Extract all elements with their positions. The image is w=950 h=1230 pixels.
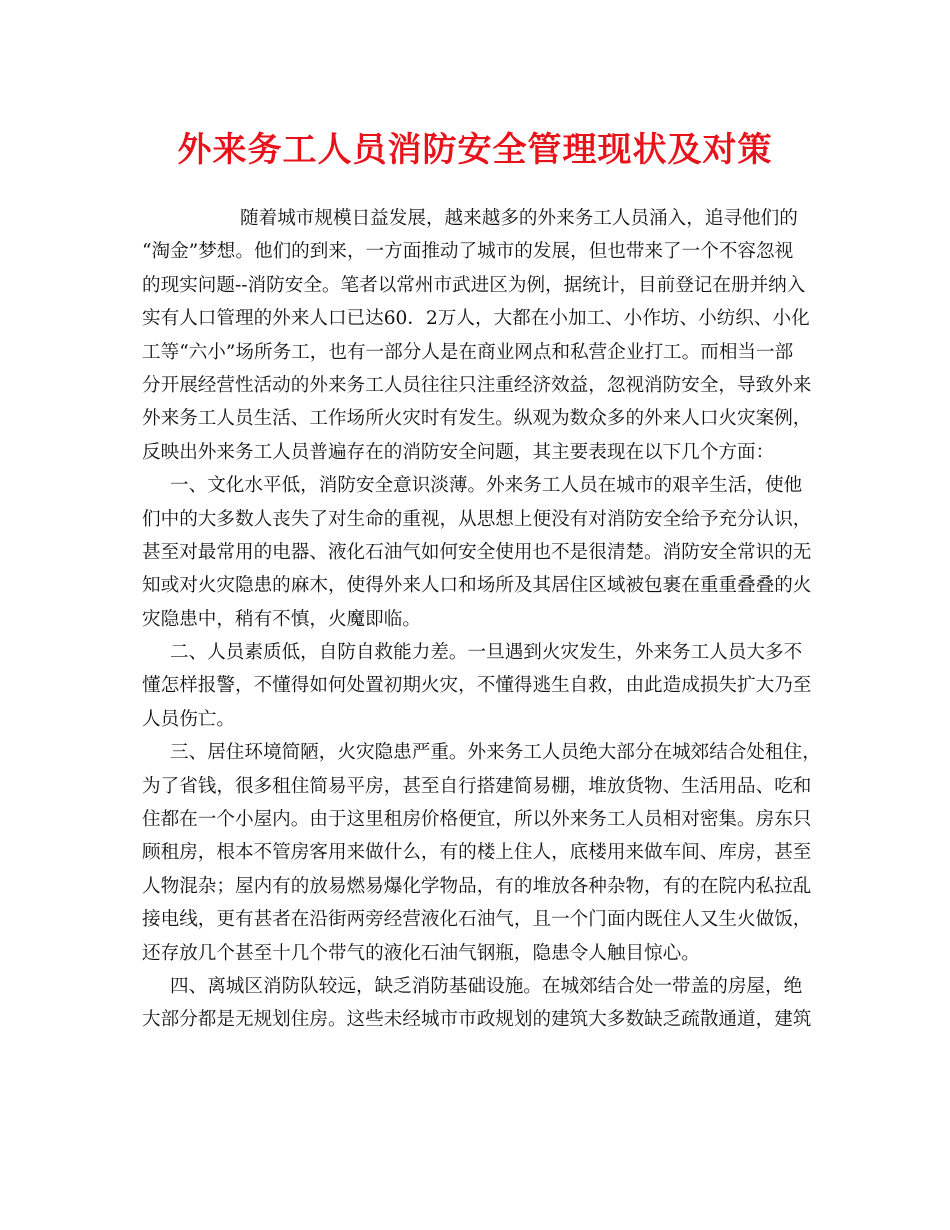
text-line: 为了省钱，很多租住简易平房，甚至自行搭建简易棚，堆放货物、生活用品、吃和 bbox=[142, 775, 812, 797]
text-line: 三、居住环境简陋，火灾隐患严重。外来务工人员绝大部分在城郊结合处租住， bbox=[170, 742, 821, 764]
document-body bbox=[142, 202, 821, 1037]
text-line: 接电线，更有甚者在沿街两旁经营液化石油气，且一个门面内既住人又生火做饭， bbox=[142, 909, 812, 931]
text-line: 实有人口管理的外来人口已达60．2万人，大都在小加工、小作坊、小纺织、小化 bbox=[142, 308, 810, 330]
text-line: 灾隐患中，稍有不慎，火魔即临。 bbox=[142, 608, 421, 630]
text-line: 随着城市规模日益发展，越来越多的外来务工人员涌入，追寻他们的 bbox=[240, 208, 798, 229]
text-line: 反映出外来务工人员普遍存在的消防安全问题，其主要表现在以下几个方面： bbox=[142, 441, 775, 463]
text-line: 顾租房，根本不管房客用来做什么，有的楼上住人，底楼用来做车间、库房，甚至 bbox=[142, 842, 812, 864]
text-line: 甚至对最常用的电器、液化石油气如何安全使用也不是很清楚。消防安全常识的无 bbox=[142, 541, 812, 563]
text-line: 工等“六小”场所务工，也有一部分人是在商业网点和私营企业打工。而相当一部 bbox=[142, 341, 794, 363]
text-line: 住都在一个小屋内。由于这里租房价格便宜，所以外来务工人员相对密集。房东只 bbox=[142, 809, 812, 831]
text-line: 一、文化水平低，消防安全意识淡薄。外来务工人员在城市的艰辛生活，使他 bbox=[170, 475, 803, 497]
document-title: 外来务工人员消防安全管理现状及对策 bbox=[177, 130, 773, 170]
text-line: 二、人员素质低，自防自救能力差。一旦遇到火灾发生，外来务工人员大多不 bbox=[170, 642, 803, 664]
text-line: 懂怎样报警，不懂得如何处置初期火灾，不懂得逃生自救，由此造成损失扩大乃至 bbox=[142, 675, 812, 697]
text-line: 人员伤亡。 bbox=[142, 708, 235, 730]
text-line: 的现实问题--消防安全。笔者以常州市武进区为例，据统计，目前登记在册并纳入 bbox=[142, 274, 806, 296]
text-line: “淘金”梦想。他们的到来，一方面推动了城市的发展，但也带来了一个不容忽视 bbox=[142, 241, 794, 263]
text-line: 们中的大多数人丧失了对生命的重视，从思想上便没有对消防安全给予充分认识， bbox=[142, 508, 812, 530]
text-line: 外来务工人员生活、工作场所火灾时有发生。纵观为数众多的外来人口火灾案例， bbox=[142, 408, 812, 430]
text-line: 还存放几个甚至十几个带气的液化石油气钢瓶，隐患令人触目惊心。 bbox=[142, 942, 700, 964]
text-line: 知或对火灾隐患的麻木，使得外来人口和场所及其居住区域被包裹在重重叠叠的火 bbox=[142, 575, 812, 597]
text-line: 大部分都是无规划住房。这些未经城市市政规划的建筑大多数缺乏疏散通道，建筑 bbox=[142, 1009, 812, 1031]
text-line: 人物混杂；屋内有的放易燃易爆化学物品，有的堆放各种杂物，有的在院内私拉乱 bbox=[142, 875, 812, 897]
text-line: 分开展经营性活动的外来务工人员往往只注重经济效益，忽视消防安全，导致外来 bbox=[142, 374, 812, 396]
text-line: 四、离城区消防队较远，缺乏消防基础设施。在城郊结合处一带盖的房屋，绝 bbox=[170, 975, 803, 997]
